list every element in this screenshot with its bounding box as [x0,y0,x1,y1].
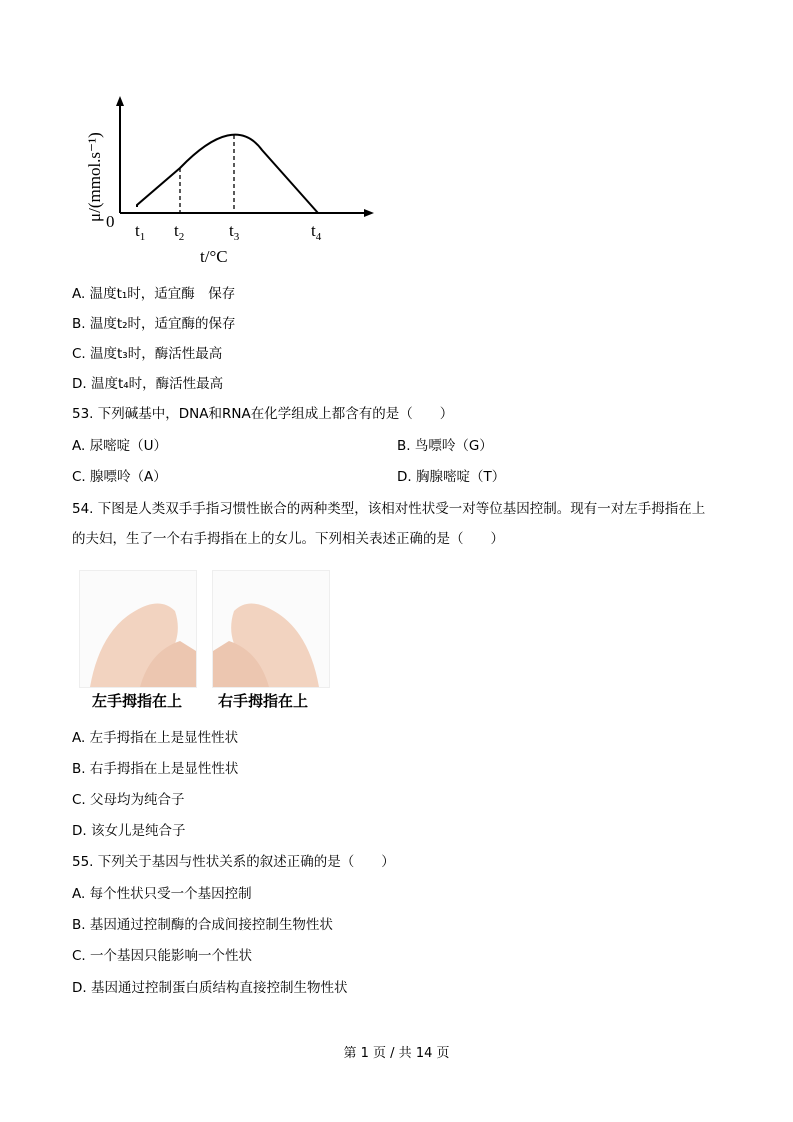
origin-label: 0 [106,212,115,231]
q55-option-d: D. 基因通过控制蛋白质结构直接控制生物性状 [72,980,348,996]
q52-option-c: C. 温度t₃时，酶活性最高 [72,346,223,362]
q53-option-c: C. 腺嘌呤（A） [72,469,167,485]
photo-caption-left: 左手拇指在上 [92,692,183,710]
q55-option-a: A. 每个性状只受一个基因控制 [72,886,252,902]
x-axis-label: t/°C [200,247,228,266]
q53-stem: 53. 下列碱基中，DNA和RNA在化学组成上都含有的是（ ） [72,406,454,422]
y-arrow-icon [116,96,124,106]
q55-option-c: C. 一个基因只能影响一个性状 [72,948,253,964]
q54-option-b: B. 右手拇指在上是显性性状 [72,761,239,777]
activity-curve [137,135,318,213]
photo-caption-right: 右手拇指在上 [218,692,309,710]
q53-option-b: B. 鸟嘌呤（G） [397,438,493,454]
left-thumb-on-top-photo [79,570,197,688]
page-footer: 第 1 页 / 共 14 页 [343,1046,450,1061]
q52-option-a: A. 温度t₁时，适宜酶 保存 [72,286,236,302]
right-thumb-on-top-photo [212,570,330,688]
x-arrow-icon [364,209,374,217]
q54-option-a: A. 左手拇指在上是显性性状 [72,730,239,746]
q54-stem-line2: 的夫妇，生了一个右手拇指在上的女儿。下列相关表述正确的是（ ） [72,531,504,547]
q54-option-d: D. 该女儿是纯合子 [72,823,186,839]
tick-t3: $t_3$ [229,221,240,243]
q54-option-c: C. 父母均为纯合子 [72,792,185,808]
q55-option-b: B. 基因通过控制酶的合成间接控制生物性状 [72,917,333,933]
tick-t4: $t_4$ [311,221,322,243]
tick-t2: $t_2$ [174,221,185,243]
enzyme-activity-graph [0,0,400,280]
q52-option-d: D. 温度t₄时，酶活性最高 [72,376,224,392]
q53-option-d: D. 胸腺嘧啶（T） [397,469,506,485]
q52-option-b: B. 温度t₂时，适宜酶的保存 [72,316,236,332]
q54-stem-line1: 54. 下图是人类双手手指习惯性嵌合的两种类型，该相对性状受一对等位基因控制。现有一对左手拇指在上 [72,501,706,517]
q55-stem: 55. 下列关于基因与性状关系的叙述正确的是（ ） [72,854,395,870]
y-axis-label: μ/(mmol.s⁻¹) [85,132,104,222]
q53-option-a: A. 尿嘧啶（U） [72,438,167,454]
tick-t1: $t_1$ [135,221,146,243]
